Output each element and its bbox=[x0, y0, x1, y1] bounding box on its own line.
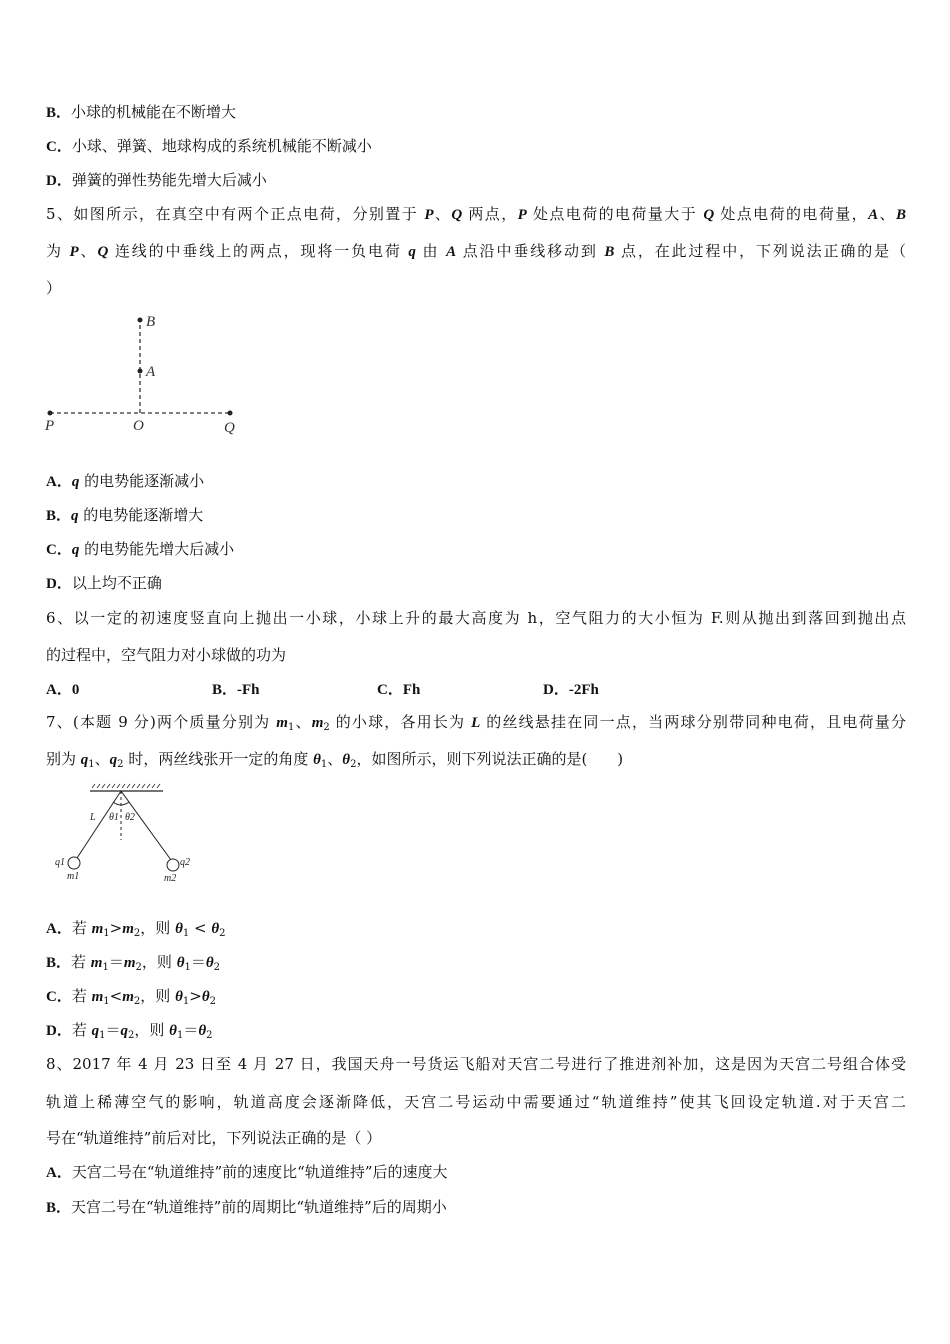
text-segment: θ bbox=[211, 921, 220, 937]
text-segment: 、 bbox=[78, 242, 98, 260]
text-segment: 8、2017 年 4 月 23 日至 4 月 27 日，我国天舟一号货运飞船对天宫二号进行了推进剂补加，这是因为天宫二号组合体受 bbox=[46, 1055, 906, 1073]
text-segment: 1 bbox=[176, 1030, 184, 1041]
text-segment: 2 bbox=[133, 928, 141, 939]
text-segment: 2 bbox=[323, 722, 330, 733]
label-a: A bbox=[146, 364, 156, 380]
text-segment: C． bbox=[46, 542, 72, 558]
text-segment: 、 bbox=[94, 750, 110, 768]
text-segment: ，则 bbox=[140, 987, 176, 1005]
text-line bbox=[46, 712, 906, 738]
text-segment: 若 bbox=[71, 919, 92, 937]
text-segment: 别为 bbox=[46, 750, 81, 768]
text-segment: 天宫二号在“轨道维持”前的周期比“轨道维持”后的周期小 bbox=[71, 1198, 447, 1216]
text-segment: 若 bbox=[71, 1021, 92, 1039]
text-segment: 2 bbox=[133, 996, 141, 1007]
text-segment: 点，在此过程中，下列说法正确的是（ bbox=[614, 242, 906, 260]
text-segment: θ bbox=[169, 1023, 177, 1039]
text-segment: 轨道上稀薄空气的影响，轨道高度会逐渐降低，天宫二号运动中需要通过“轨道维持”使其飞回设定轨道.对于天宫二 bbox=[46, 1093, 906, 1111]
text-segment: 1 bbox=[182, 928, 190, 939]
q6-option-c: C．Fh bbox=[377, 682, 421, 698]
text-line bbox=[46, 1054, 906, 1074]
figure-pendulums bbox=[45, 782, 205, 887]
text-segment: θ bbox=[313, 752, 321, 768]
text-segment: A． bbox=[46, 1165, 72, 1181]
label-o: O bbox=[133, 418, 144, 434]
text-segment: B． bbox=[46, 508, 72, 524]
text-segment: q bbox=[71, 474, 80, 490]
text-segment: q bbox=[71, 542, 80, 558]
label-l: L bbox=[90, 812, 96, 823]
text-line bbox=[46, 539, 234, 560]
text-segment: θ bbox=[176, 955, 185, 971]
text-segment: θ bbox=[175, 989, 183, 1005]
text-line bbox=[46, 170, 267, 191]
label-q1: q1 bbox=[55, 857, 65, 868]
text-segment: 1 bbox=[103, 996, 110, 1007]
text-segment: B bbox=[895, 207, 906, 223]
text-segment: C． bbox=[46, 139, 72, 155]
text-segment: q bbox=[408, 244, 416, 260]
text-segment: 2 bbox=[135, 962, 142, 973]
text-segment: 若 bbox=[71, 987, 92, 1005]
text-segment: m bbox=[122, 989, 134, 1005]
text-line bbox=[46, 505, 203, 526]
text-segment: 1 bbox=[99, 1030, 106, 1041]
text-line bbox=[46, 471, 204, 492]
text-segment: 1 bbox=[182, 996, 190, 1007]
text-line bbox=[46, 1197, 447, 1218]
text-line bbox=[46, 573, 162, 594]
text-segment: < bbox=[189, 919, 212, 937]
text-segment: 1 bbox=[287, 722, 295, 733]
text-segment: > bbox=[189, 987, 202, 1005]
text-segment: B． bbox=[46, 1200, 72, 1216]
text-line bbox=[46, 1128, 381, 1148]
label-p: P bbox=[45, 418, 55, 434]
text-segment: B． bbox=[46, 955, 72, 971]
text-segment: m bbox=[91, 921, 104, 937]
text-line bbox=[46, 102, 236, 123]
text-segment: m bbox=[123, 955, 136, 971]
label-q: Q bbox=[224, 420, 235, 436]
text-segment: 由 bbox=[415, 242, 447, 260]
text-segment: q bbox=[109, 752, 118, 768]
text-segment: ＝ bbox=[108, 953, 124, 971]
text-segment: ＝ bbox=[105, 1021, 121, 1039]
text-segment: 2 bbox=[213, 962, 221, 973]
text-segment: m bbox=[276, 715, 288, 731]
text-segment: 的电势能先增大后减小 bbox=[79, 540, 235, 558]
text-segment: 天宫二号在“轨道维持”前的速度比“轨道维持”后的速度大 bbox=[71, 1163, 448, 1181]
text-segment: D． bbox=[46, 1023, 72, 1039]
text-segment: 的过程中，空气阻力对小球做的功为 bbox=[46, 646, 287, 664]
text-segment: A． bbox=[46, 474, 72, 490]
text-segment: 两点， bbox=[462, 205, 518, 223]
text-segment: q bbox=[71, 508, 79, 524]
text-segment: ＝ bbox=[183, 1021, 199, 1039]
text-segment: P bbox=[517, 207, 527, 223]
text-segment: m bbox=[91, 989, 104, 1005]
text-line bbox=[46, 749, 623, 775]
text-segment: 、 bbox=[294, 713, 312, 731]
text-segment: A． bbox=[46, 921, 72, 937]
text-segment: L bbox=[471, 715, 481, 731]
text-segment: ，则 bbox=[140, 919, 176, 937]
text-segment: 2 bbox=[117, 759, 124, 770]
text-segment: 5、如图所示，在真空中有两个正点电荷，分别置于 bbox=[46, 205, 425, 223]
text-segment: C． bbox=[46, 989, 72, 1005]
text-segment: 1 bbox=[103, 928, 110, 939]
text-segment: 小球的机械能在不断增大 bbox=[71, 103, 237, 121]
text-segment: 1 bbox=[184, 962, 191, 973]
text-segment: < bbox=[109, 987, 123, 1005]
q6-option-d: D．-2Fh bbox=[543, 682, 599, 698]
label-theta1: θ1 bbox=[109, 812, 119, 823]
text-segment: 处点电荷的电荷量大于 bbox=[526, 205, 704, 223]
text-segment: θ bbox=[205, 955, 214, 971]
text-segment: 连线的中垂线上的两点，现将一负电荷 bbox=[108, 242, 409, 260]
text-segment: 2 bbox=[209, 996, 216, 1007]
text-line bbox=[46, 918, 226, 944]
text-segment: Q bbox=[451, 207, 463, 223]
text-segment: 6、以一定的初速度竖直向上抛出一小球，小球上升的最大高度为 h，空气阻力的大小恒为 F.则从抛出到落回到抛出点 bbox=[46, 609, 906, 627]
text-line bbox=[46, 1092, 906, 1112]
text-segment: 弹簧的弹性势能先增大后减小 bbox=[71, 171, 267, 189]
text-segment: A bbox=[446, 244, 457, 260]
text-line bbox=[46, 1020, 213, 1046]
text-segment: 处点电荷的电荷量， bbox=[714, 205, 869, 223]
text-segment: ，如图所示，则下列说法正确的是( ) bbox=[356, 750, 624, 768]
text-segment: B． bbox=[46, 105, 72, 121]
text-segment: 2 bbox=[350, 759, 357, 770]
figure-charges-pq bbox=[40, 305, 260, 440]
text-segment: 小球、弹簧、地球构成的系统机械能不断减小 bbox=[71, 137, 372, 155]
text-segment: 时，两丝线张开一定的角度 bbox=[123, 750, 314, 768]
text-segment: q bbox=[120, 1023, 129, 1039]
text-segment: P bbox=[69, 244, 79, 260]
text-segment: 、 bbox=[327, 750, 343, 768]
text-segment: 、 bbox=[878, 205, 896, 223]
text-segment: 的丝线悬挂在同一点，当两球分别带同种电荷，且电荷量分 bbox=[480, 713, 906, 731]
text-segment: 7、(本题 9 分)两个质量分别为 bbox=[46, 713, 277, 731]
text-line bbox=[46, 204, 906, 225]
q6-option-b: B．-Fh bbox=[212, 682, 260, 698]
text-segment: ，则 bbox=[141, 953, 177, 971]
text-segment: 的电势能逐渐减小 bbox=[79, 472, 205, 490]
text-segment: B bbox=[604, 244, 615, 260]
label-b: B bbox=[146, 314, 156, 330]
label-q2: q2 bbox=[180, 857, 190, 868]
text-segment: 为 bbox=[46, 242, 70, 260]
text-line bbox=[46, 241, 906, 262]
text-segment: D． bbox=[46, 576, 72, 592]
text-segment: 的电势能逐渐增大 bbox=[78, 506, 204, 524]
text-line bbox=[46, 645, 286, 665]
text-line bbox=[46, 608, 906, 628]
label-m1: m1 bbox=[67, 871, 80, 882]
text-line bbox=[46, 1162, 448, 1183]
text-line bbox=[46, 986, 216, 1012]
text-segment: 点沿中垂线移动到 bbox=[456, 242, 605, 260]
text-segment: ，则 bbox=[134, 1021, 170, 1039]
text-segment: m bbox=[122, 921, 134, 937]
text-segment: ＝ bbox=[190, 953, 206, 971]
label-m2: m2 bbox=[164, 873, 177, 884]
label-theta2: θ2 bbox=[125, 812, 135, 823]
text-segment: Q bbox=[97, 244, 109, 260]
text-segment: θ bbox=[175, 921, 183, 937]
text-segment: 2 bbox=[206, 1030, 213, 1041]
text-segment: 2 bbox=[219, 928, 226, 939]
text-segment: θ bbox=[198, 1023, 207, 1039]
text-segment: P bbox=[424, 207, 434, 223]
text-segment: 、 bbox=[433, 205, 452, 223]
text-line bbox=[46, 136, 372, 157]
text-line bbox=[46, 952, 220, 978]
text-segment: > bbox=[109, 919, 123, 937]
text-segment: 若 bbox=[71, 953, 91, 971]
text-segment: 以上均不正确 bbox=[71, 574, 162, 592]
text-segment: Q bbox=[703, 207, 715, 223]
text-segment: θ bbox=[342, 752, 351, 768]
text-segment: m bbox=[90, 955, 103, 971]
text-segment: 号在“轨道维持”前后对比，下列说法正确的是（ ） bbox=[46, 1129, 382, 1147]
text-segment: θ bbox=[201, 989, 210, 1005]
text-segment: 1 bbox=[320, 759, 328, 770]
text-segment: 1 bbox=[102, 962, 109, 973]
text-segment: q bbox=[91, 1023, 100, 1039]
q6-option-a: A．0 bbox=[46, 682, 80, 698]
text-segment: 的小球，各用长为 bbox=[329, 713, 472, 731]
text-segment: m bbox=[311, 715, 324, 731]
text-segment: ） bbox=[46, 279, 62, 297]
text-segment: 1 bbox=[88, 759, 95, 770]
text-line bbox=[46, 278, 61, 298]
text-segment: 2 bbox=[128, 1030, 135, 1041]
text-segment: D． bbox=[46, 173, 72, 189]
text-segment: A bbox=[868, 207, 879, 223]
text-segment: q bbox=[80, 752, 89, 768]
